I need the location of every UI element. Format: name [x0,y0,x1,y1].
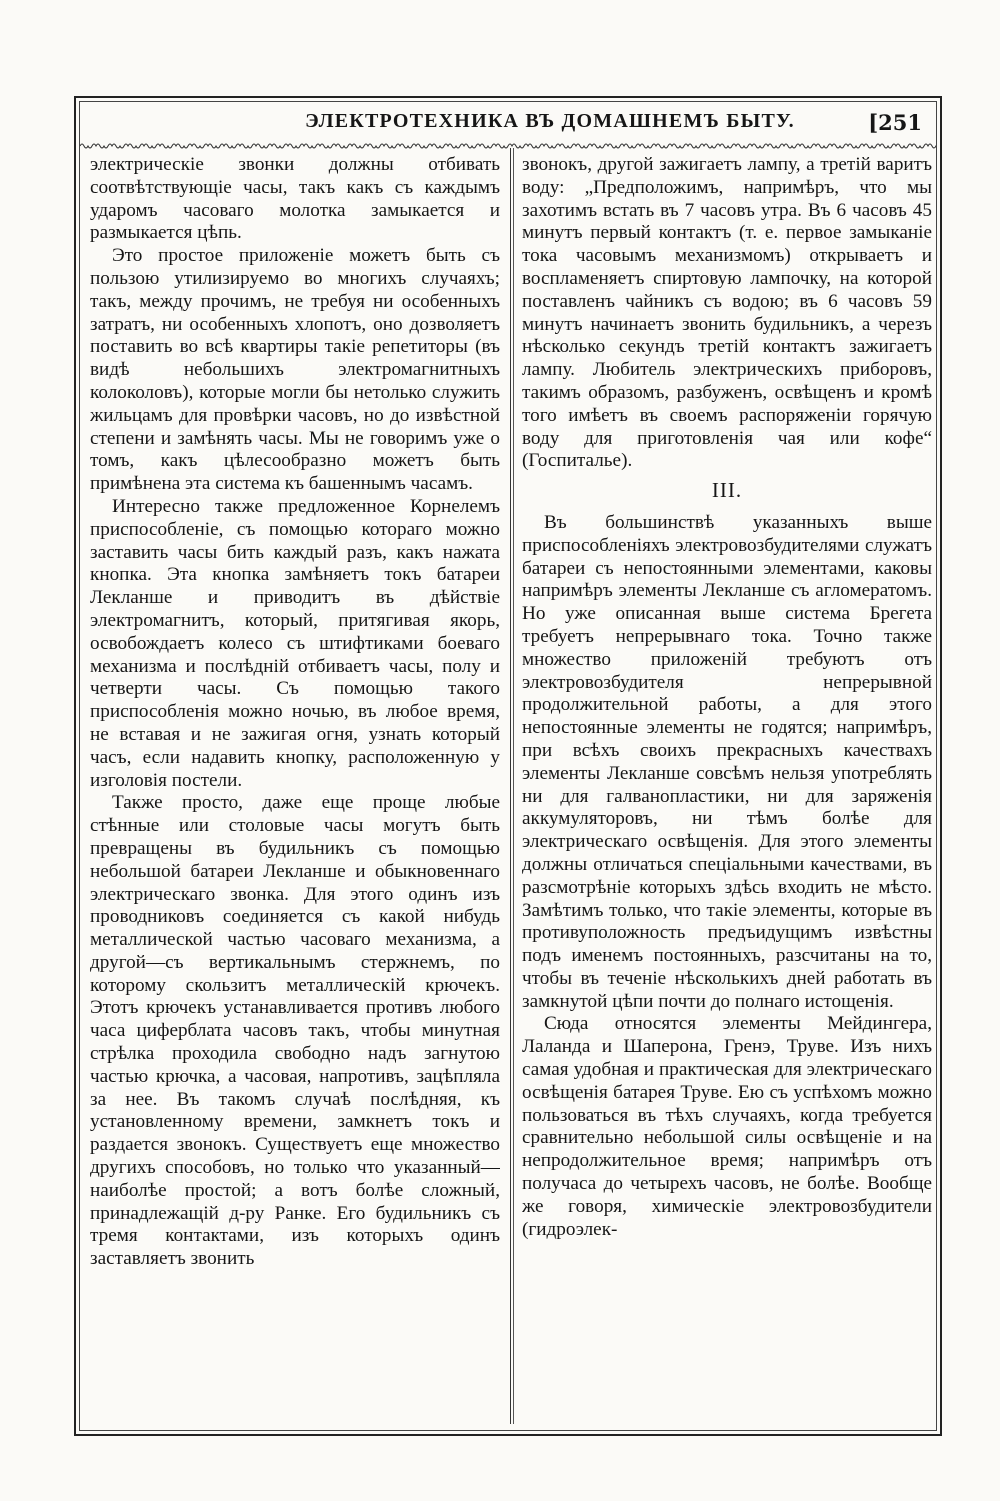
column-divider [510,148,511,1424]
left-column [90,154,500,1426]
paragraph: Это простое приложеніе можетъ быть съ пользою утилизируемо во многихъ случаяхъ; такъ, между прочимъ, не требуя ни особенныхъ затратъ, ни особенныхъ хлопотъ, оно дозволяетъ поставить во всѣ квартиры такіе репетиторы (въ видѣ небольшихъ электромагнитныхъ колоколовъ), которые могли бы нетолько служить жильцамъ для провѣрки часовъ, но до извѣстной степени и замѣнять часы. Мы не говоримъ уже о томъ, какъ цѣлесообразно можетъ быть примѣнена эта система къ башеннымъ часамъ. [90,245,500,495]
paragraph: Сюда относятся элементы Мейдингера, Лаланда и Шаперона, Гренэ, Труве. Изъ нихъ самая удобная и практическая для электрическаго освѣщенія батарея Труве. Ею съ успѣхомъ можно пользоваться въ тѣхъ случаяхъ, когда требуется сравнительно небольшой силы освѣщеніе и на непродолжительное время; напримѣръ отъ получаса до четырехъ часовъ, не болѣе. Вообще же говоря, химическіе электровозбудители (гидроэлек- [522,1013,932,1240]
wavy-rule [80,141,936,151]
paragraph: звонокъ, другой зажигаетъ лампу, а третій варитъ воду: „Предположимъ, напримѣръ, что мы захотимъ встать въ 7 часовъ утра. Въ 6 часовъ 45 минутъ первый контактъ (т. е. первое замыканіе тока часовымъ механизмомъ) открываетъ и воспламеняетъ спиртовую лампочку, на которой поставленъ чайникъ съ водою; въ 6 часовъ 59 минутъ начинаетъ звонить будильникъ, а черезъ нѣсколько секундъ третій контактъ зажигаетъ лампу. Любитель электрическихъ приборовъ, такимъ образомъ, разбуженъ, освѣщенъ и кромѣ того имѣетъ въ своемъ распоряженіи горячую воду для приготовленія чая или кофе“ (Госпиталье). [522,154,932,472]
paragraph: Также просто, даже еще проще любые стѣнные или столовые часы могутъ быть превращены въ будильникъ съ помощью небольшой батареи Лекланше и обыкновеннаго электрическаго звонка. Для этого одинъ изъ проводниковъ соединяется съ какой нибудь металлической частью часоваго механизма, а другой—съ вертикальнымъ стержнемъ, по которому скользитъ металлическій крючекъ. Этотъ крючекъ устанавливается противъ любого часа циферблата часовъ такъ, чтобы минутная стрѣлка проходила свободно надъ загнутою частью крючка, а часовая, напротивъ, зацѣпляла за нее. Въ такомъ случаѣ послѣдняя, къ установленному времени, замкнетъ токъ и раздается звонокъ. Существуетъ еще множество другихъ способовъ, но только что указанный—наиболѣе простой; а вотъ болѣе сложный, принадлежащій д-ру Ранке. Его будильникъ съ тремя контактами, изъ которыхъ одинъ заставляетъ звонить [90,792,500,1270]
page-number: [251 [868,110,922,135]
paragraph: Интересно также предложенное Корнелемъ приспособленіе, съ помощью котораго можно заставить часы бить каждый разъ, какъ нажата кнопка. Эта кнопка замѣняетъ токъ батареи Лекланше и приводитъ въ дѣйствіе электромагнитъ, который, притягивая якорь, освобождаетъ колесо съ штифтиками боеваго механизма и послѣдній отбиваетъ часы, полу и четверти часы. Съ помощью такого приспособленія можно ночью, въ любое время, не вставая и не зажигая огня, узнать который часъ, если надавить кнопку, расположенную у изголовія постели. [90,495,500,791]
paragraph: Въ большинствѣ указанныхъ выше приспособленіяхъ электровозбудителями служатъ батареи съ непостоянными элементами, каковы напримѣръ элементы Лекланше съ агломератомъ. Но уже описанная выше система Брегета требуетъ непрерывнаго тока. Точно также множество приложеній требуютъ отъ электровозбудителя непрерывной продолжительной работы, а для этого непостоянные элементы не годятся; напримѣръ, при всѣхъ своихъ прекрасныхъ качествахъ элементы Лекланше совсѣмъ нельзя употреблять ни для галванопластики, ни для заряженія аккумуляторовъ, ни тѣмъ болѣе для электрическаго освѣщенія. Для этого элементы должны отличаться спеціальными качествами, въ разсмотрѣніе которыхъ здѣсь входить не мѣсто. Замѣтимъ только, что такіе элементы, которые въ противуположность предъидущимъ извѣстны подъ именемъ постоянныхъ, разсчитаны на то, чтобы въ теченіе нѣсколькихъ дней работать въ замкнутой цѣпи почти до полнаго истощенія. [522,511,932,1012]
page-title: ЭЛЕКТРОТЕХНИКА ВЪ ДОМАШНЕМЪ БЫТУ. [305,110,795,132]
right-column [522,154,932,1426]
paragraph: электрическіе звонки должны отбивать соотвѣтствующіе часы, такъ какъ съ каждымъ ударомъ часоваго молотка замыкается и размыкается цѣпь. [90,154,500,244]
section-heading: III. [711,478,743,503]
